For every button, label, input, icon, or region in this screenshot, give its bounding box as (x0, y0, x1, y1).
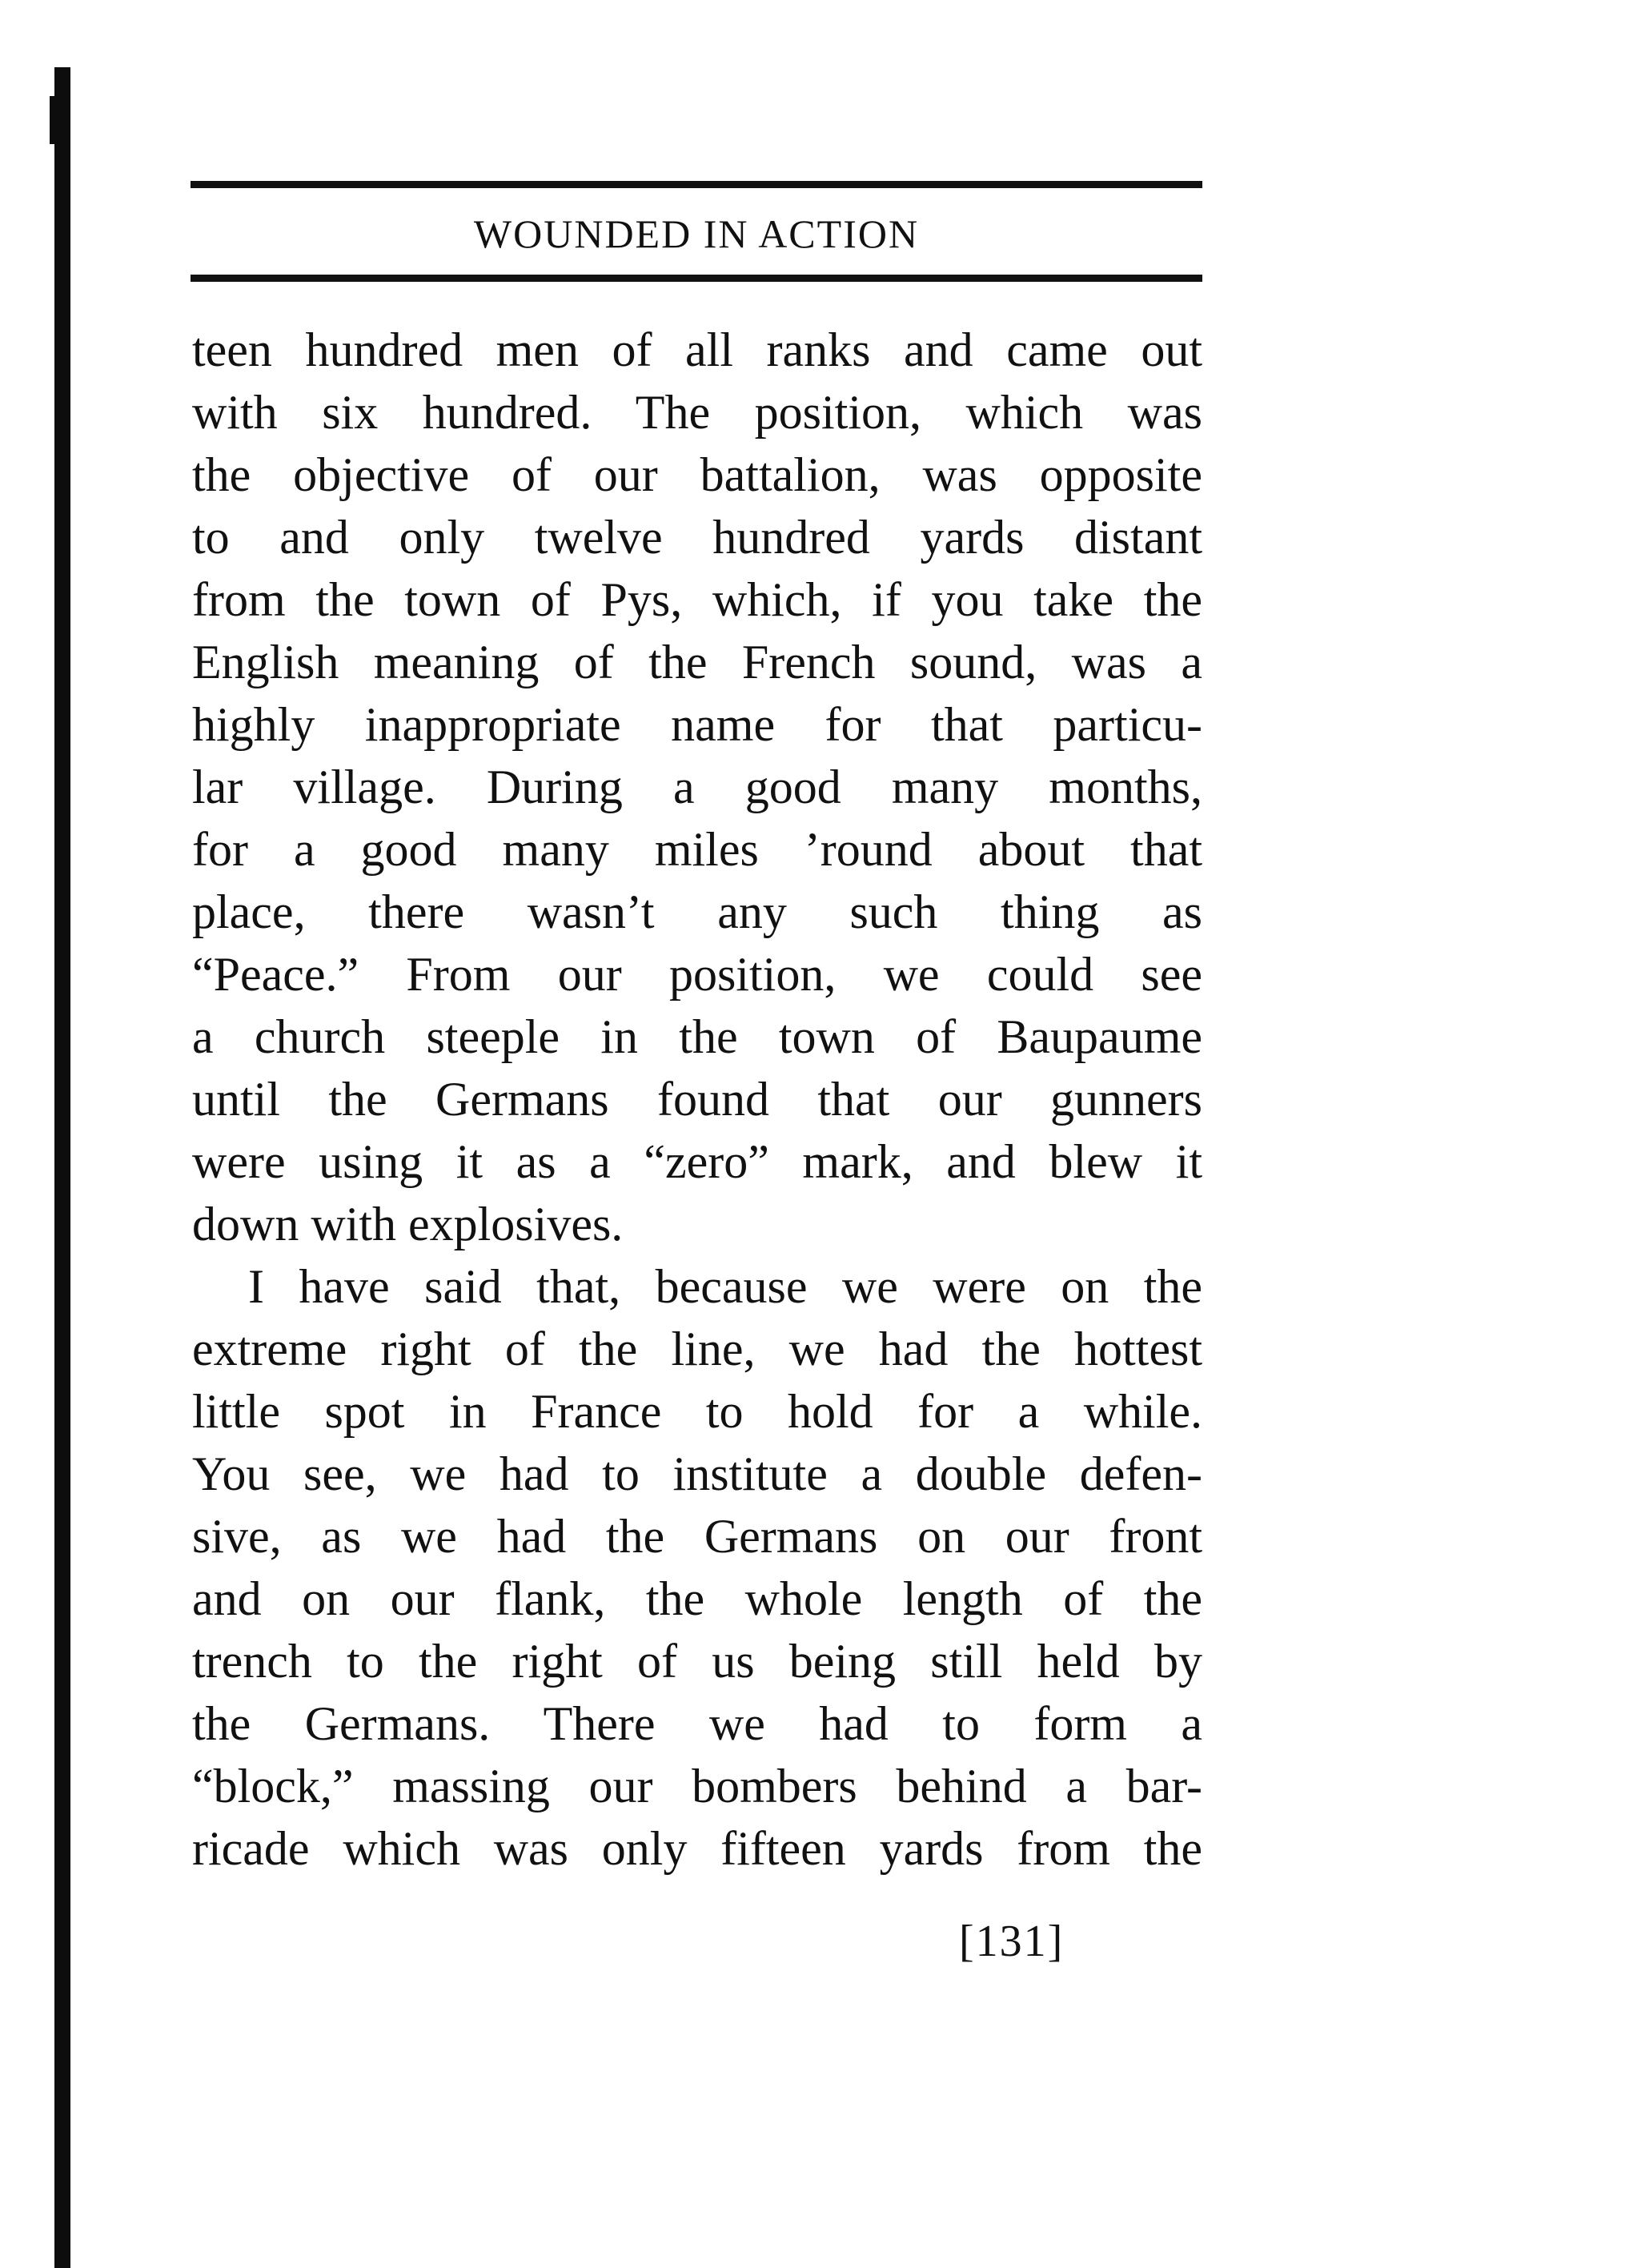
text-line: trench to the right of us being still held by (192, 1635, 1202, 1688)
text-line: a church steeple in the town of Baupaume (192, 1010, 1202, 1063)
paragraph-1 (192, 319, 1202, 1255)
header-rule-top (191, 181, 1202, 188)
text-line: to and only twelve hundred yards distant (192, 511, 1202, 564)
page-number: [131] (959, 1917, 1065, 1966)
text-line: lar village. During a good many months, (192, 761, 1202, 813)
text-line: I have said that, because we were on the (248, 1260, 1202, 1313)
text-line: for a good many miles ’round about that (192, 823, 1202, 876)
text-line: little spot in France to hold for a while. (192, 1385, 1202, 1438)
text-line: sive, as we had the Germans on our front (192, 1510, 1202, 1563)
binding-edge-notch (50, 96, 56, 144)
text-line: from the town of Pys, which, if you take the (192, 573, 1202, 626)
text-line: were using it as a “zero” mark, and blew it (192, 1135, 1202, 1188)
text-line: with six hundred. The position, which was (192, 386, 1202, 439)
paragraph-2 (192, 1255, 1202, 1880)
text-line: highly inappropriate name for that particu- (192, 698, 1202, 751)
text-line: down with explosives. (192, 1198, 624, 1250)
text-line: until the Germans found that our gunners (192, 1073, 1202, 1126)
running-head: WOUNDED IN ACTION (473, 211, 920, 256)
text-line: “Peace.” From our position, we could see (192, 948, 1202, 1001)
text-line: the Germans. There we had to form a (192, 1697, 1202, 1750)
text-line: the objective of our battalion, was opposite (192, 448, 1202, 501)
text-line: You see, we had to institute a double defen- (192, 1447, 1202, 1500)
text-line: ricade which was only fifteen yards from the (192, 1822, 1202, 1875)
text-line: and on our flank, the whole length of the (192, 1572, 1202, 1625)
text-line: teen hundred men of all ranks and came out (192, 323, 1202, 376)
body-text (192, 319, 1202, 1880)
header-rule-bottom (191, 275, 1202, 282)
text-line: place, there wasn’t any such thing as (192, 885, 1202, 938)
binding-edge (54, 67, 70, 2268)
text-line: English meaning of the French sound, was a (192, 636, 1202, 688)
text-line: extreme right of the line, we had the hottest (192, 1323, 1202, 1375)
text-line: “block,” massing our bombers behind a bar- (192, 1760, 1202, 1812)
